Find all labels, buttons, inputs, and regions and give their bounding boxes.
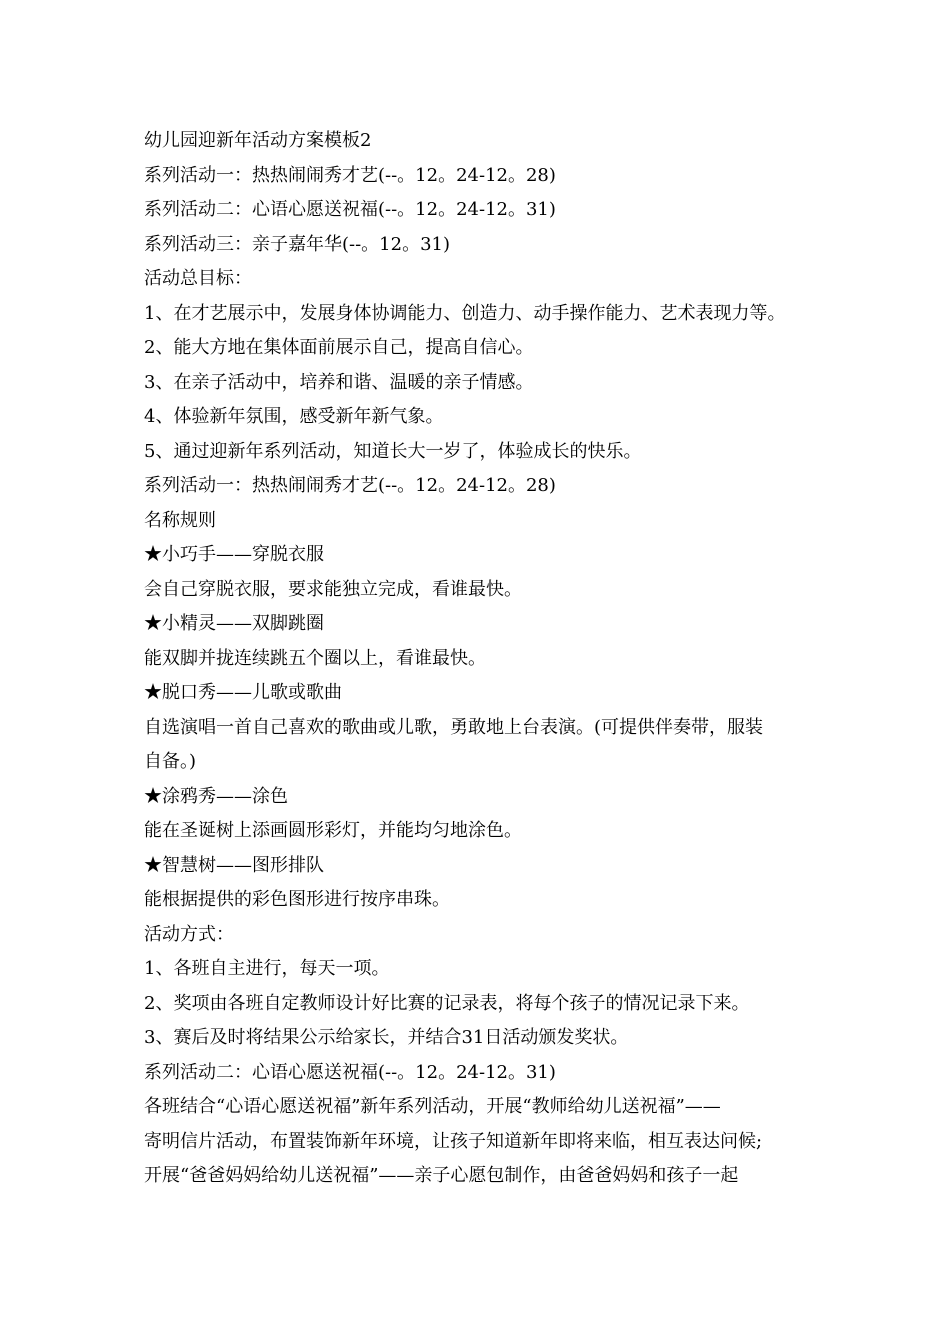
series-activity-2-section-heading: 系列活动二：心语心愿送祝福(--。12。24-12。31) [144,1061,556,1083]
paragraph-line: 开展“爸爸妈妈给幼儿送祝福”——亲子心愿包制作，由爸爸妈妈和孩子一起 [144,1165,739,1186]
goal-item: 5、通过迎新年系列活动，知道长大一岁了，体验成长的快乐。 [144,440,642,462]
event-title: ★脱口秀——儿歌或歌曲 [144,682,342,703]
event-title: ★小精灵——双脚跳圈 [144,613,324,634]
paragraph-line: 寄明信片活动，布置装饰新年环境，让孩子知道新年即将来临，相互表达问候; [144,1130,763,1152]
method-item: 3、赛后及时将结果公示给家长，并结合31日活动颁发奖状。 [144,1027,629,1048]
event-description: 能在圣诞树上添画圆形彩灯，并能均匀地涂色。 [144,820,522,841]
goal-item: 4、体验新年氛围，感受新年新气象。 [144,406,444,427]
event-description: 自选演唱一首自己喜欢的歌曲或儿歌，勇敢地上台表演。(可提供伴奏带，服装 [144,716,764,738]
goal-item: 2、能大方地在集体面前展示自己，提高自信心。 [144,337,534,358]
series-activity-2-heading: 系列活动二：心语心愿送祝福(--。12。24-12。31) [144,199,556,220]
event-title: ★小巧手——穿脱衣服 [144,544,324,565]
method-item: 1、各班自主进行，每天一项。 [144,958,390,979]
method-item: 2、奖项由各班自定教师设计好比赛的记录表，将每个孩子的情况记录下来。 [144,992,750,1014]
series-activity-3-heading: 系列活动三：亲子嘉年华(--。12。31) [144,233,451,255]
document-body [144,124,824,1194]
event-description-continued: 自备。) [144,751,197,772]
document-title: 幼儿园迎新年活动方案模板2 [144,130,372,151]
activity-method-heading: 活动方式： [144,923,234,945]
event-description: 会自己穿脱衣服，要求能独立完成，看谁最快。 [144,578,522,600]
name-rules-heading: 名称规则 [144,509,216,531]
series-activity-1-section-heading: 系列活动一：热热闹闹秀才艺(--。12。24-12。28) [144,475,556,496]
goals-heading: 活动总目标： [144,268,252,289]
goal-item: 1、在才艺展示中，发展身体协调能力、创造力、动手操作能力、艺术表现力等。 [144,302,786,324]
event-title: ★智慧树——图形排队 [144,854,324,876]
paragraph-line: 各班结合“心语心愿送祝福”新年系列活动，开展“教师给幼儿送祝福”—— [144,1096,721,1117]
event-description: 能双脚并拢连续跳五个圈以上，看谁最快。 [144,647,486,669]
series-activity-1-heading: 系列活动一：热热闹闹秀才艺(--。12。24-12。28) [144,164,556,186]
event-title: ★涂鸦秀——涂色 [144,785,288,807]
event-description: 能根据提供的彩色图形进行按序串珠。 [144,889,450,910]
goal-item: 3、在亲子活动中，培养和谐、温暖的亲子情感。 [144,371,534,393]
